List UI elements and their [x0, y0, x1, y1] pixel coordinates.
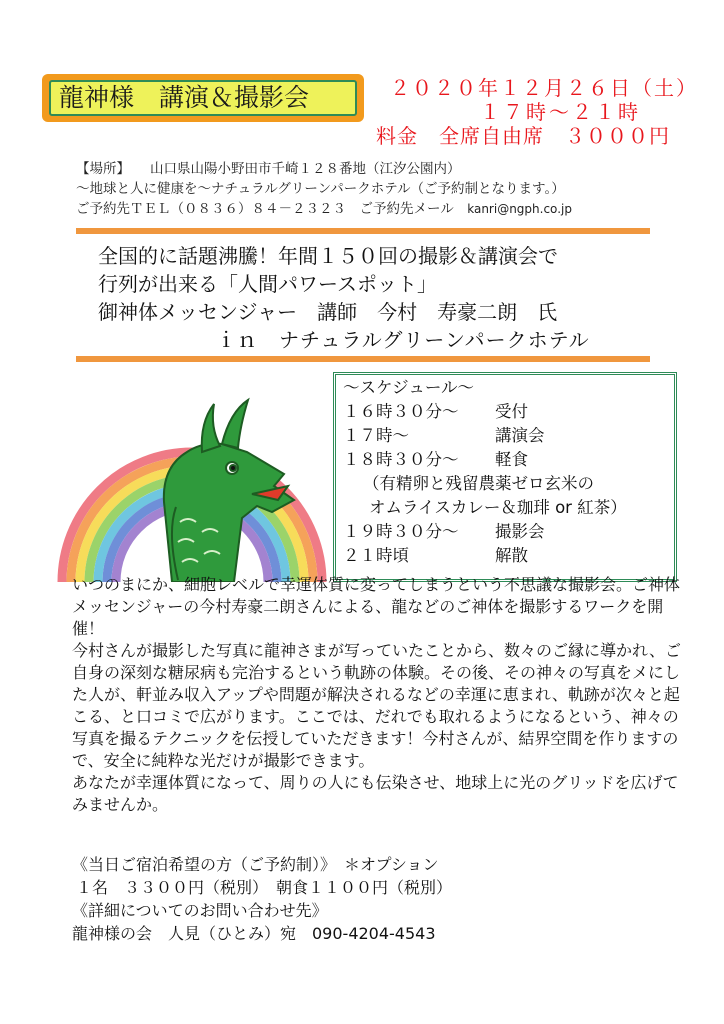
schedule-activity: 講演会: [495, 426, 545, 445]
schedule-time: ２１時頃: [343, 546, 409, 565]
title-banner: [42, 74, 364, 122]
reservation-mail[interactable]: kanri@ngph.co.jp: [467, 202, 572, 216]
venue-address-line: [76, 159, 676, 179]
mail-label: ご予約先メール: [359, 201, 454, 217]
highlight-line-2: 行列が出来る「人間パワースポット」: [98, 272, 437, 296]
rainbow-dragon-illustration: [52, 382, 332, 582]
schedule-list: [343, 376, 673, 568]
stay-price: １名 ３３００円（税別） 朝食１１００円（税別）: [76, 878, 453, 897]
schedule-heading: ～スケジュール～: [343, 378, 475, 397]
schedule-activity: 解散: [495, 546, 528, 565]
schedule-time: １９時３０分～: [343, 522, 459, 541]
venue-hotel: ～地球と人に健康を～ナチュラルグリーンパークホテル（ご予約制となります。）: [76, 181, 565, 197]
description-paragraph-2: 今村さんが撮影した写真に龍神さまが写っていたことから、数々のご縁に導かれ、ご自身の深刻な糖尿病も完治するという軌跡の体験。その後、その神々の写真をメにした人が、軒並み収入アップや問題が解決されるなどの幸運に恵まれ、軌跡が次々と起こる、と口コミで広がります。ここでは、だれでも取れるようになるという、神々の写真を撮るテクニックを伝授していただきます！今村さんが、結界空間を作りますので、安全に純粋な光だけが撮影できます。: [72, 641, 681, 770]
event-fee: 料金 全席自由席 ３０００円: [376, 124, 670, 148]
event-info: [376, 76, 716, 148]
schedule-time: １６時３０分～: [343, 402, 459, 421]
schedule-note: オムライスカレー＆珈琲 or 紅茶）: [369, 498, 627, 517]
description-paragraph-1: いつのまにか、細胞レベルで幸運体質に変ってしまうという不思議な撮影会。ご神体メッセンジャーの今村寿豪二朗さんによる、龍などのご神体を撮影するワークを開催！: [72, 575, 681, 638]
venue-info: [76, 159, 676, 219]
footer-info: [72, 853, 672, 945]
description-paragraph-3: あなたが幸運体質になって、周りの人にも伝染させ、地球上に光のグリッドを広げてみませんか。: [72, 773, 679, 814]
schedule-item: [343, 448, 673, 472]
schedule-item: [343, 400, 673, 424]
schedule-activity: 受付: [495, 402, 528, 421]
schedule-note: （有精卵と残留農薬ゼロ玄米の: [363, 474, 594, 493]
schedule-activity: 軽食: [495, 450, 528, 469]
event-date: ２０２０年１２月２６日（土）: [390, 76, 698, 100]
schedule-item: [343, 520, 673, 544]
place-label: 【場所】: [76, 161, 130, 177]
contact-info: 龍神様の会 人見（ひとみ）宛 090-4204-4543: [72, 924, 436, 943]
schedule-time: １７時～: [343, 426, 409, 445]
highlight-line-4: ｉｎ ナチュラルグリーンパークホテル: [216, 328, 590, 352]
venue-address: 山口県山陽小野田市千崎１２８番地（江汐公園内）: [150, 161, 461, 177]
description: [72, 574, 690, 816]
schedule-item: [343, 424, 673, 448]
contact-heading: 《詳細についてのお問い合わせ先》: [72, 901, 328, 920]
schedule-time: １８時３０分～: [343, 450, 459, 469]
reservation-tel: ご予約先ＴＥＬ（０８３６）８４－２３２３: [76, 201, 346, 217]
highlight-block: [98, 242, 678, 354]
schedule-item: [343, 544, 673, 568]
event-time: １７時～２１時: [480, 100, 641, 124]
highlight-line-3: 御神体メッセンジャー 講師 今村 寿豪二朗 氏: [98, 300, 558, 324]
stay-heading: 《当日ご宿泊希望の方（ご予約制）》 ＊オプション: [72, 855, 439, 874]
highlight-line-1: 全国的に話題沸騰！年間１５０回の撮影＆講演会で: [98, 244, 558, 268]
divider-bottom: [76, 356, 650, 362]
schedule-activity: 撮影会: [495, 522, 545, 541]
venue-contact-line: [76, 199, 676, 219]
page-title: 龍神様 講演＆撮影会: [49, 80, 357, 116]
divider-top: [76, 228, 650, 234]
